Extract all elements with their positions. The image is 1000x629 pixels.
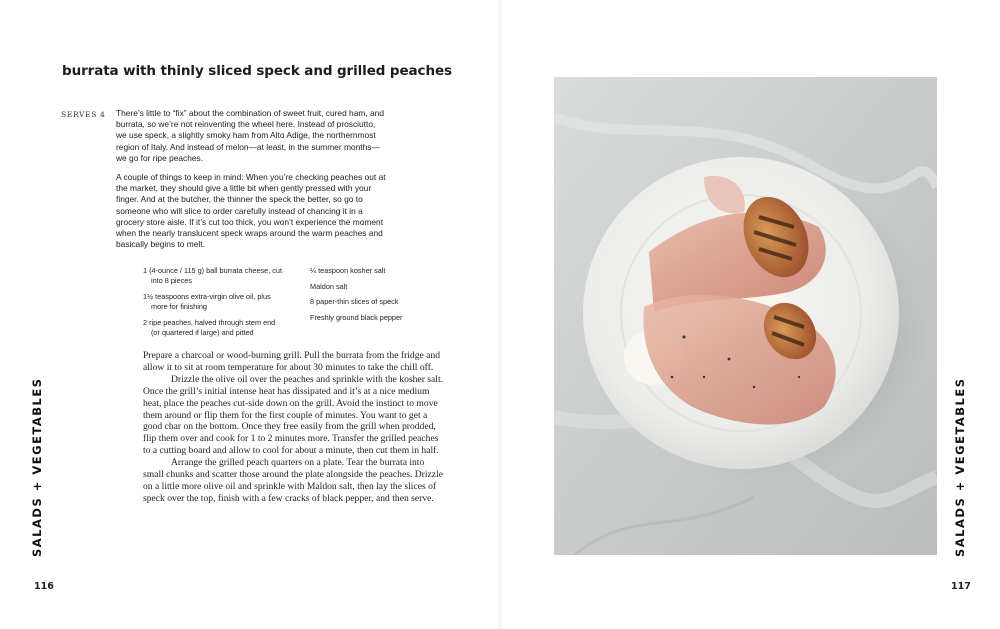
method-paragraph: Arrange the grilled peach quarters on a plate. Tear the burrata into small chunks and scatter those around the plate alongside the peaches. Drizzle on a little more olive oil and sprinkle with Maldon salt, then lay the slices of speck over the top, finish with a few cracks of black pepper, and then serve. [143,457,443,504]
recipe-method [143,350,443,505]
ingredients-column-left [143,266,283,344]
method-paragraph: Prepare a charcoal or wood-burning grill. Pull the burrata from the fridge and allow it to sit at room temperature for about 30 minutes to take the chill off. [143,350,441,373]
recipe-photo [554,77,937,555]
intro-paragraph: A couple of things to keep in mind: When you’re checking peaches out at the market, they should give a little bit when gently pressed with your finger. And at the butcher, the thinner the speck the better, so go to someone who will slice to order carefully instead of chancing it in a grocery store aisle. If it’s cut too thick, you won’t experience the moment when the nearly translucent speck wraps around the warm peaches and basically begins to melt. [116,172,386,250]
ingredient-item: 2 ripe peaches, halved through stem end (or quartered if large) and pitted [143,317,276,338]
intro-paragraph: There’s little to “fix” about the combination of sweet fruit, cured ham, and burrata, so we’re not reinventing the wheel here. Instead of prosciutto, we use speck, a slightly smoky ham from Alto Adige, the northernmost region of Italy. And instead of melon—at least, in the summer months—we go for ripe peaches. [116,108,384,163]
ingredient-item: 1 (4-ounce / 115 g) ball burrata cheese, cut into 8 pieces [143,266,282,286]
ingredient-item: 8 paper-thin slices of speck [310,297,399,307]
page-number-left: 116 [34,581,54,592]
serves-label: SERVES 4 [61,110,106,119]
section-label-left: SALADS + VEGETABLES [30,377,44,557]
book-gutter [497,0,503,629]
ingredient-item: Maldon salt [310,281,348,291]
recipe-intro [116,108,386,258]
ingredient-item: 1½ teaspoons extra-virgin olive oil, plus more for finishing [143,291,271,312]
method-paragraph: Drizzle the olive oil over the peaches and sprinkle with the kosher salt. Once the grill’s initial intense heat has dissipated and it’s at a nice medium heat, place the peaches cut-side down on the grill. Avoid the instinct to move them around or flip them for the first couple of minutes. You want to get a good char on the bottom. Once they free easily from the grill when prodded, flip them over and cook for 1 to 2 minutes more. Transfer the grilled peaches to a cutting board and allow to cool for about a minute, then cut them in half. [143,373,444,457]
recipe-title: burrata with thinly sliced speck and grilled peaches [62,63,452,79]
ingredient-item: Freshly ground black pepper [310,313,403,323]
section-label-right: SALADS + VEGETABLES [953,377,967,557]
page-number-right: 117 [951,581,971,592]
ingredients-column-right [310,266,440,329]
ingredient-item: ¼ teaspoon kosher salt [310,266,386,275]
